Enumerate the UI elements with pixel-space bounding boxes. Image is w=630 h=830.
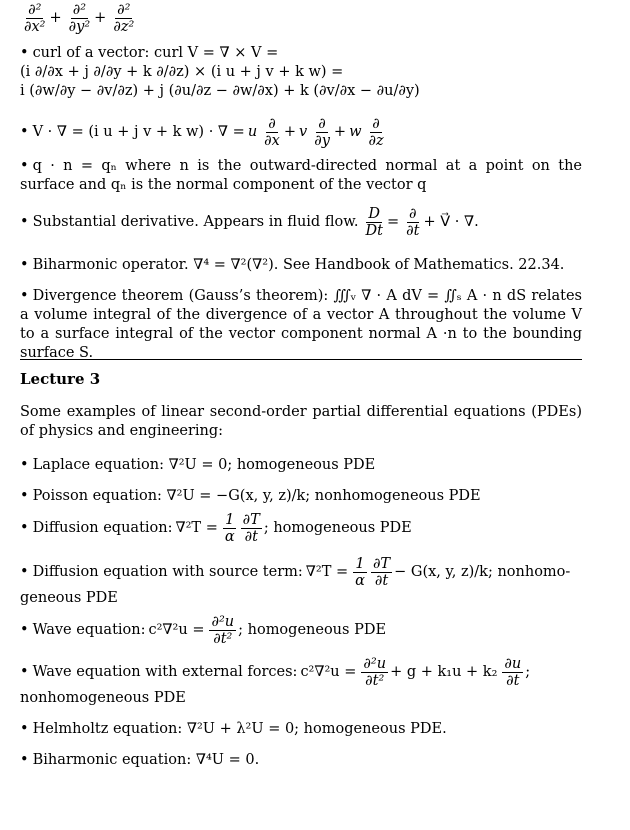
fraction: $\frac{\text{∂²}}{\text{∂x²}}$ <box>24 2 46 35</box>
bullet-icon: • <box>20 752 29 768</box>
wave-item: • Wave equation: c²∇²u = $\frac{\text{∂²u}}{\text{∂t²}}$ ; homogeneous PDE <box>20 614 387 647</box>
biharmonic-operator-item: • Biharmonic operator. ∇⁴ = ∇²(∇²). See Handbook of Mathematics. 22.34. <box>20 257 565 273</box>
laplacian-expansion: $\frac{\text{∂²}}{\text{∂x²}}$ + $\frac{\text{∂²}}{\text{∂y²}}$ + $\frac{\text{∂²}}{\text{∂z²}}$ <box>24 2 135 35</box>
bullet-icon: • <box>20 214 29 230</box>
bullet-icon: • <box>20 622 29 638</box>
fraction: $\frac{\text{∂²}}{\text{∂y²}}$ <box>68 2 91 35</box>
lecture-intro: Some examples of linear second-order partial differential equations (PDEs) of physics and engineering: <box>20 404 582 439</box>
bullet-icon: • <box>20 564 29 580</box>
bullet-icon: • <box>20 664 29 680</box>
bullet-icon: • <box>20 158 29 174</box>
helmholtz-item: • Helmholtz equation: ∇²U + λ²U = 0; homogeneous PDE. <box>20 721 447 737</box>
bullet-icon: • <box>20 124 29 140</box>
diffusion-source-item: • Diffusion equation with source term: ∇²T = $\frac{1}{\alpha}$ $\frac{\partial T}{\partial t}$ − G(x, y, z)/k; nonhomo- geneous PDE <box>20 556 571 606</box>
bullet-icon: • <box>20 520 29 536</box>
substantial-derivative-item: • Substantial derivative. Appears in fluid flow. $\frac{D}{Dt}$ = $\frac{\partial}{\partial t}$ + V⃗ · ∇. <box>20 206 479 239</box>
bullet-icon: • <box>20 488 29 504</box>
diffusion-item: • Diffusion equation: ∇²T = $\frac{1}{\alpha}$ $\frac{\partial T}{\partial t}$ ; homogeneous PDE <box>20 512 412 545</box>
bullet-icon: • <box>20 288 29 304</box>
bullet-icon: • <box>20 721 29 737</box>
curl-item: • curl of a vector: curl V = ∇ × V = (i ∂/∂x + j ∂/∂y + k ∂/∂z) × (i u + j v + k w) = i (∂w/∂y − ∂v/∂z) + j (∂u/∂z − ∂w/∂x) + k (∂v/∂x − ∂u/∂y) <box>20 45 420 99</box>
lecture-title: Lecture 3 <box>20 370 101 388</box>
v-dot-nabla-item: • V · ∇ = (i u + j v + k w) · ∇ = u $\frac{\partial}{\partial x}$ + v $\frac{\partial}{\partial y}$ + w $\frac{\partial}{\partial z}$ <box>20 116 384 149</box>
qn-item: • q · n = qₙ where n is the outward-directed normal at a point on the surface and qₙ is the normal component of the vector q <box>20 158 582 193</box>
divergence-theorem-item: • Divergence theorem (Gauss’s theorem): ∭ᵥ ∇ · A dV = ∬ₛ A · n dS relates a volume integral of the divergence of a vector A throughout the volume V to a surface integral of the vector component normal A ·n to the bounding surface S. <box>20 288 582 361</box>
poisson-item: • Poisson equation: ∇²U = −G(x, y, z)/k; nonhomogeneous PDE <box>20 488 481 504</box>
bullet-icon: • <box>20 45 29 61</box>
bullet-icon: • <box>20 457 29 473</box>
bullet-icon: • <box>20 257 29 273</box>
section-divider <box>20 359 582 360</box>
fraction: $\frac{\text{∂²}}{\text{∂z²}}$ <box>113 2 135 35</box>
wave-external-item: • Wave equation with external forces: c²∇²u = $\frac{\text{∂²u}}{\text{∂t²}}$ + g + k₁u + k₂ $\frac{\partial u}{\partial t}$ ; nonhomogeneous PDE <box>20 656 531 706</box>
laplace-item: • Laplace equation: ∇²U = 0; homogeneous PDE <box>20 457 376 473</box>
biharmonic-equation-item: • Biharmonic equation: ∇⁴U = 0. <box>20 752 260 768</box>
